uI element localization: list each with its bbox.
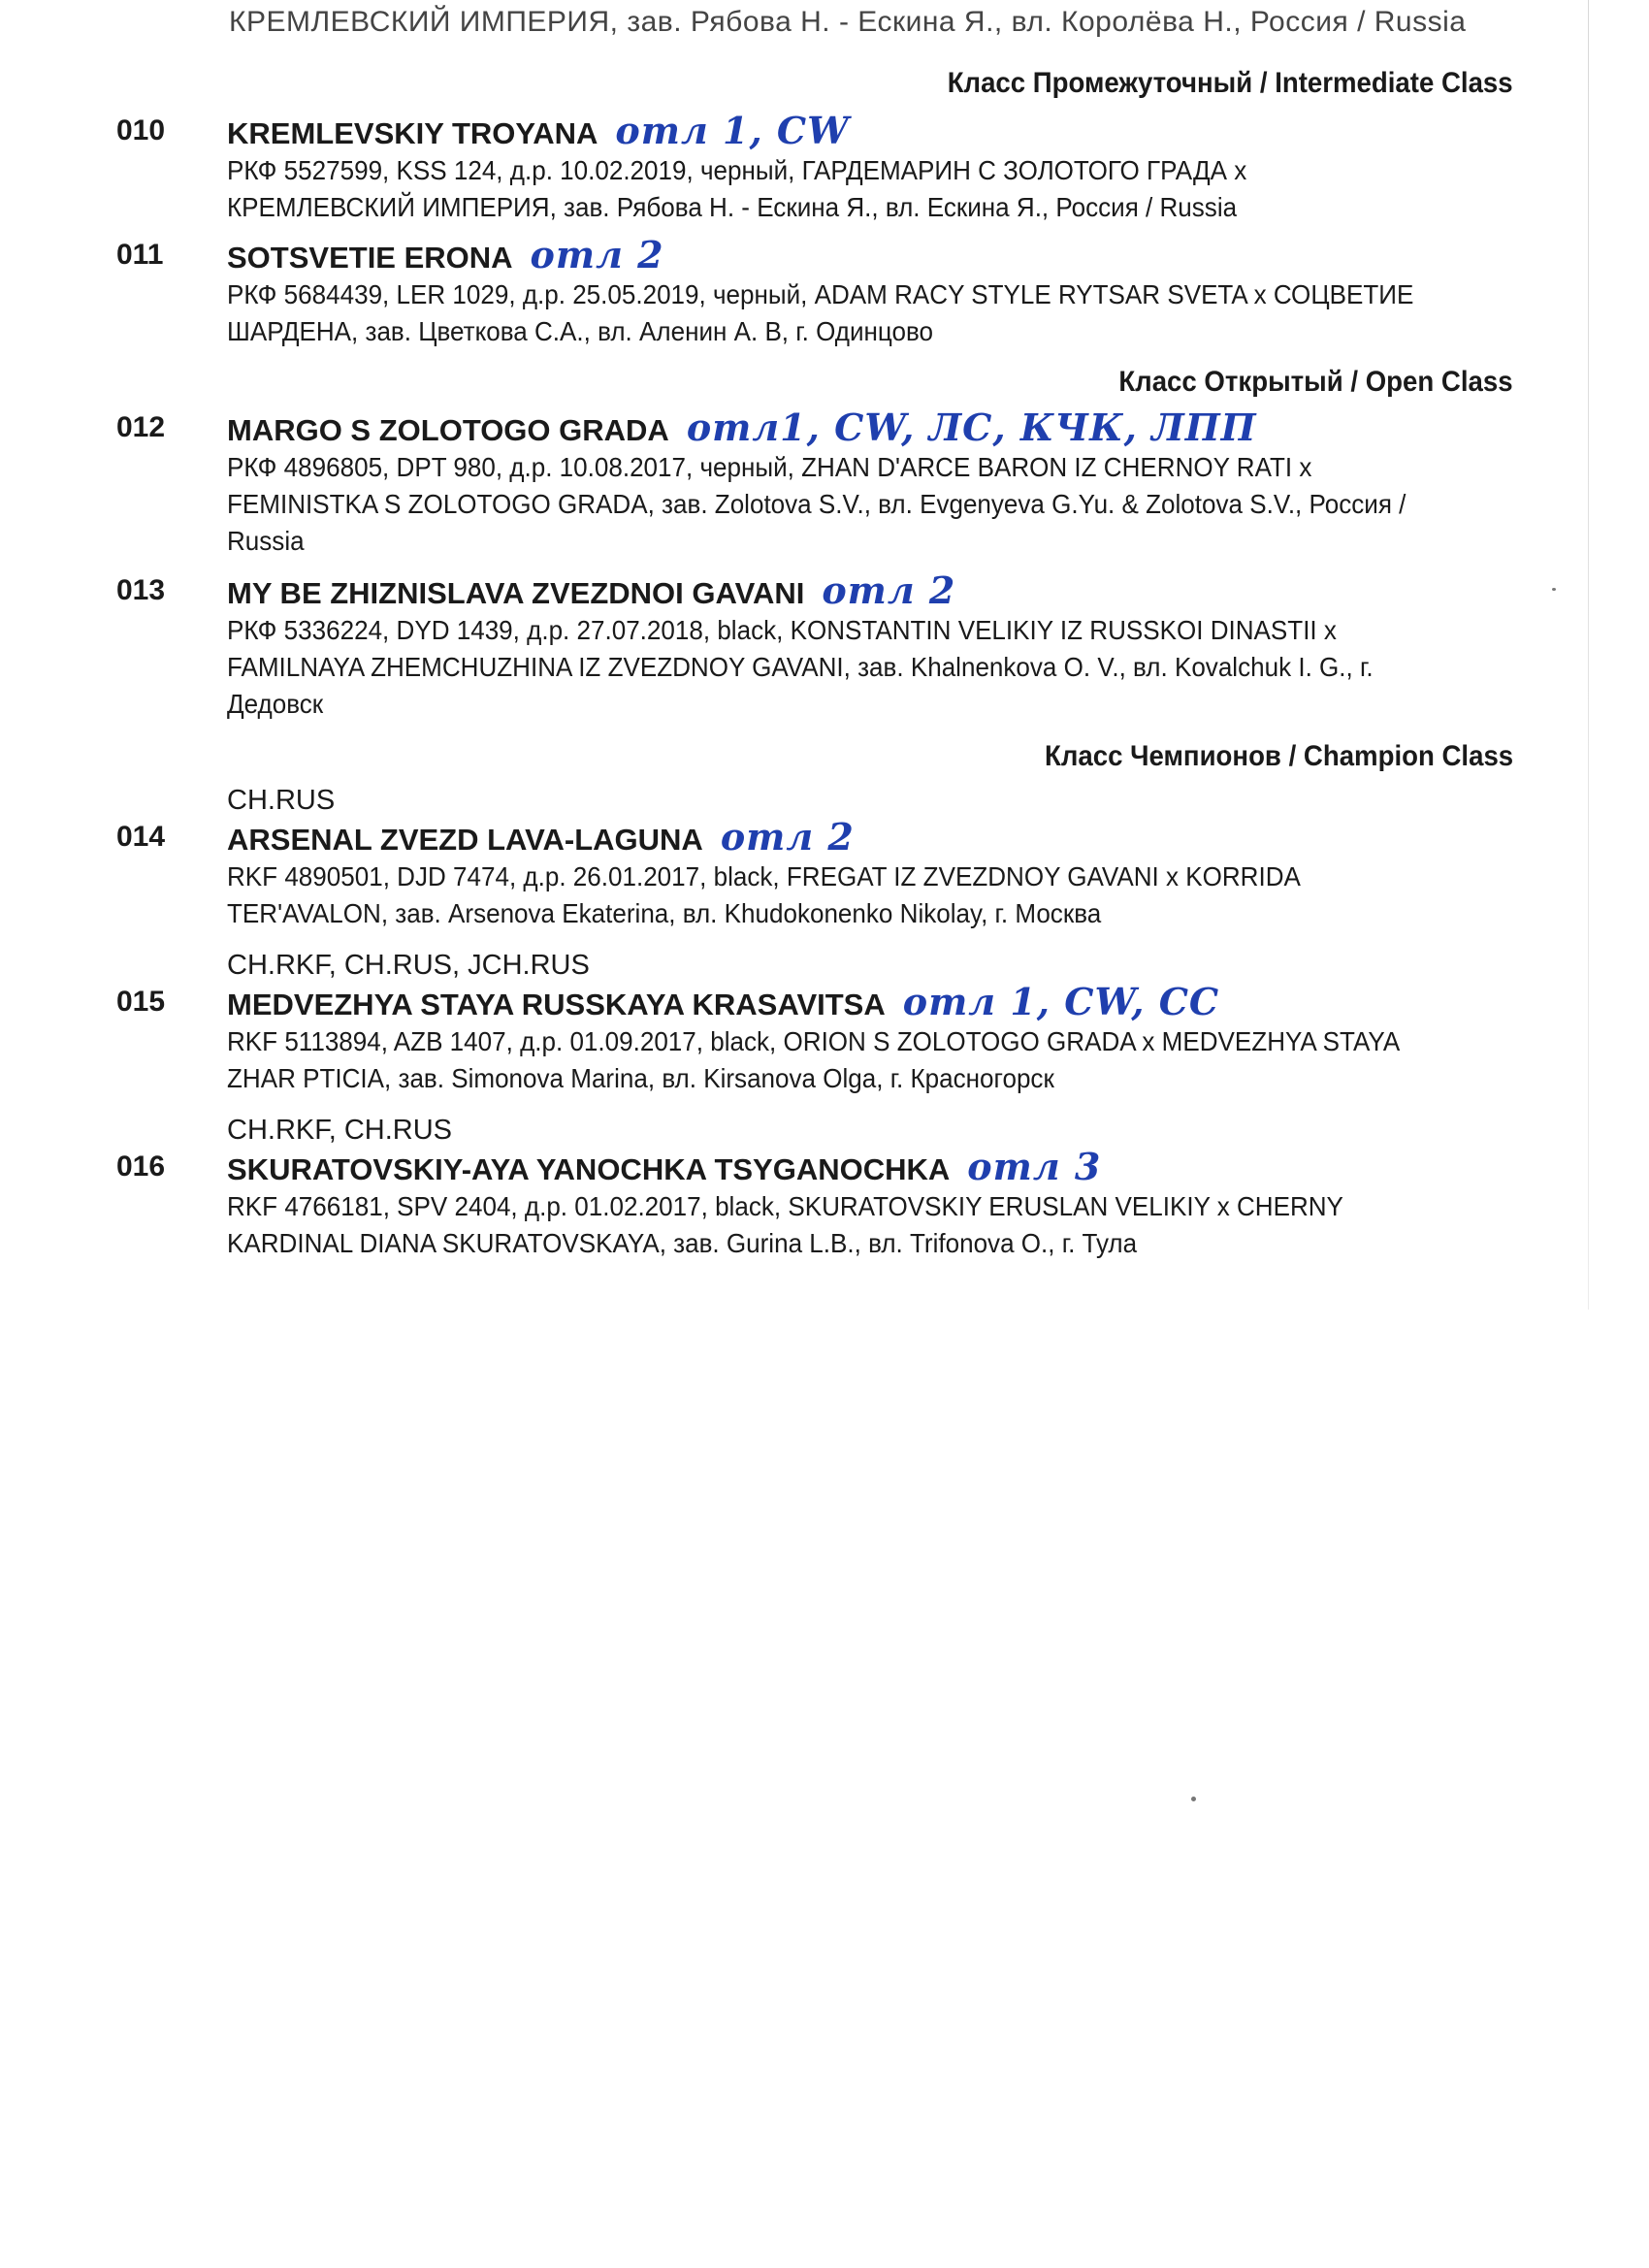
dog-details: RKF 4766181, SPV 2404, д.р. 01.02.2017, black, SKURATOVSKIY ERUSLAN VELIKIY x CHERNY KARDINAL DIANA SKURATOVSKAYA, зав. Gurina L.B., вл. Trifonova O., г. Тула bbox=[227, 1191, 1343, 1258]
dog-name: MARGO S ZOLOTOGO GRADA bbox=[227, 413, 669, 447]
dog-name: MY BE ZHIZNISLAVA ZVEZDNOI GAVANI bbox=[227, 576, 805, 610]
entry-body bbox=[227, 233, 1507, 350]
handwritten-grade: отл 2 bbox=[530, 233, 664, 276]
handwritten-grade: отл1, CW, ЛС, КЧК, ЛПП bbox=[686, 405, 1257, 449]
entry-body-main bbox=[227, 1145, 1507, 1262]
entry-body bbox=[227, 1112, 1507, 1149]
entry-number: 015 bbox=[116, 986, 166, 1018]
entry-body bbox=[227, 568, 1507, 723]
dog-name-line bbox=[227, 815, 1507, 859]
class-heading-open: Класс Открытый / Open Class bbox=[1118, 366, 1513, 398]
dog-name-line bbox=[227, 1145, 1507, 1188]
dog-details: RKF 5113894, AZB 1407, д.р. 01.09.2017, black, ORION S ZOLOTOGO GRADA x MEDVEZHYA STAYA ZHAR PTICIA, зав. Simonova Marina, вл. Kirsanova Olga, г. Красногорск bbox=[227, 1026, 1399, 1093]
dog-name-line bbox=[227, 980, 1507, 1023]
entry-number: 011 bbox=[116, 239, 164, 271]
handwritten-grade: отл 2 bbox=[720, 815, 855, 859]
dog-name: KREMLEVSKIY TROYANA bbox=[227, 116, 598, 150]
dog-name: MEDVEZHYA STAYA RUSSKAYA KRASAVITSA bbox=[227, 988, 886, 1021]
entry-number: 010 bbox=[116, 114, 166, 146]
scan-speck bbox=[1552, 588, 1556, 591]
entry-number: 014 bbox=[116, 821, 166, 853]
dog-details: РКФ 5684439, LER 1029, д.р. 25.05.2019, черный, ADAM RACY STYLE RYTSAR SVETA x СОЦВЕТИЕ ШАРДЕНА, зав. Цветкова С.А., вл. Аленин А. В, г. Одинцово bbox=[227, 279, 1414, 346]
dog-name: SOTSVETIE ERONA bbox=[227, 241, 513, 275]
handwritten-grade: отл 3 bbox=[967, 1145, 1102, 1188]
dog-details: РКФ 5336224, DYD 1439, д.р. 27.07.2018, black, KONSTANTIN VELIKIY IZ RUSSKOI DINASTII x FAMILNAYA ZHEMCHUZHINA IZ ZVEZDNOY GAVANI, зав. Khalnenkova O. V., вл. Kovalchuk I. G., г. Дедовск bbox=[227, 615, 1374, 719]
entry-titles: CH.RUS bbox=[227, 785, 336, 816]
entry-body-main bbox=[227, 980, 1507, 1097]
dog-name-line bbox=[227, 109, 1507, 152]
class-heading-intermediate: Класс Промежуточный / Intermediate Class bbox=[948, 67, 1513, 99]
entry-titles: CH.RKF, CH.RUS, JCH.RUS bbox=[227, 950, 590, 981]
cutoff-text: КРЕМЛЕВСКИЙ ИМПЕРИЯ, зав. Рябова Н. - Ескина Я., вл. Королёва Н., Россия / Russia bbox=[229, 6, 1467, 38]
entry-number: 016 bbox=[116, 1150, 166, 1183]
entry-body bbox=[227, 109, 1507, 226]
class-heading-champion: Класс Чемпионов / Champion Class bbox=[1044, 740, 1513, 772]
dog-name: ARSENAL ZVEZD LAVA-LAGUNA bbox=[227, 823, 703, 857]
handwritten-grade: отл 1, CW bbox=[615, 109, 850, 152]
dog-name-line bbox=[227, 233, 1507, 276]
dog-details: РКФ 4896805, DPT 980, д.р. 10.08.2017, черный, ZHAN D'ARCE BARON IZ CHERNOY RATI x FEMINISTKA S ZOLOTOGO GRADA, зав. Zolotova S.V., вл. Evgenyeva G.Yu. & Zolotova S.V., Россия / Russia bbox=[227, 452, 1406, 556]
entry-titles: CH.RKF, CH.RUS bbox=[227, 1115, 453, 1146]
dog-details: РКФ 5527599, KSS 124, д.р. 10.02.2019, черный, ГАРДЕМАРИН С ЗОЛОТОГО ГРАДА x КРЕМЛЕВСКИЙ ИМПЕРИЯ, зав. Рябова Н. - Ескина Я., вл. Ескина Я., Россия / Russia bbox=[227, 155, 1247, 222]
cutoff-text-line bbox=[229, 6, 1467, 54]
dog-name-line bbox=[227, 568, 1507, 612]
dog-details: RKF 4890501, DJD 7474, д.р. 26.01.2017, black, FREGAT IZ ZVEZDNOY GAVANI x KORRIDA TER'AVALON, зав. Arsenova Ekaterina, вл. Khudokonenko Nikolay, г. Москва bbox=[227, 861, 1300, 928]
scan-speck bbox=[1191, 1797, 1196, 1801]
entry-body bbox=[227, 947, 1507, 984]
entry-body-main bbox=[227, 815, 1507, 932]
entry-number: 013 bbox=[116, 574, 166, 606]
handwritten-grade: отл 1, CW, CC bbox=[902, 980, 1220, 1023]
entry-body bbox=[227, 405, 1507, 560]
dog-name: SKURATOVSKIY-AYA YANOCHKA TSYGANOCHKA bbox=[227, 1152, 951, 1186]
entry-number: 012 bbox=[116, 411, 166, 443]
handwritten-grade: отл 2 bbox=[822, 568, 956, 612]
entry-body bbox=[227, 782, 1507, 819]
dog-name-line bbox=[227, 405, 1507, 449]
scan-edge bbox=[1588, 0, 1589, 1310]
